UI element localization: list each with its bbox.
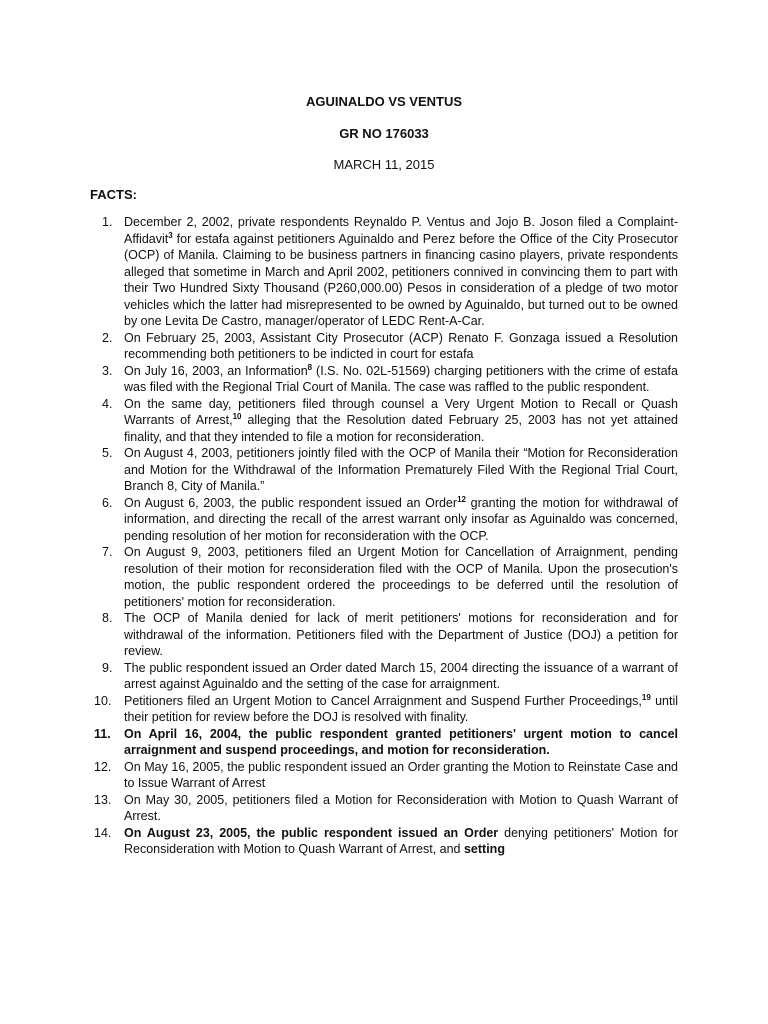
footnote-ref: 12 — [457, 494, 466, 504]
footnote-ref: 10 — [232, 411, 242, 421]
fact-item — [94, 825, 678, 858]
fact-text: The public respondent issued an Order dated March 15, 2004 directing the issuance of a warrant of arrest against Aguinaldo and the setting of the case for arraignment. — [124, 660, 678, 691]
fact-item-number: 8. — [102, 611, 113, 625]
decision-date: MARCH 11, 2015 — [333, 157, 435, 172]
fact-item — [94, 726, 678, 759]
fact-text: for estafa against petitioners Aguinaldo and Perez before the Office of the City Prosecutor (OCP) of Manila. Claiming to be business partners in financing casino players, private respondents alleged that sometime in March and April 2002, petitioners connived in convincing them to part with their Two Hundred Sixty Thousand (P260,000.00) Pesos in consideration of a pledge of two motor vehicles which the latter had misrepresented to be owned by Aguinaldo, but turned out to be owned by one Levita De Castro, manager/operator of LEDC Rent-A-Car. — [124, 231, 678, 328]
facts-heading: FACTS: — [90, 187, 137, 202]
fact-text: On August 4, 2003, petitioners jointly filed with the OCP of Manila their “Motion for Reconsideration and Motion for the Withdrawal of the Information Prematurely Filed With the Regional Trial Court, Branch 8, City of Manila.” — [124, 446, 678, 493]
fact-item-number: 10. — [94, 693, 112, 708]
fact-item-number: 14. — [94, 825, 112, 840]
fact-item-number: 11. — [94, 726, 111, 741]
fact-item-number: 6. — [102, 495, 113, 510]
fact-item — [94, 396, 678, 446]
fact-text: On May 30, 2005, petitioners filed a Motion for Reconsideration with Motion to Quash Warrant of Arrest. — [124, 792, 678, 823]
fact-item-number: 9. — [102, 660, 113, 675]
fact-text: (I.S. No. 02L-51569) charging petitioners with the crime of estafa was filed with the Regional Trial Court of Manila. The case was raffled to the public respondent. — [124, 363, 678, 394]
fact-item — [94, 660, 678, 693]
fact-item-number: 7. — [102, 545, 113, 559]
case-title: AGUINALDO VS VENTUS — [305, 94, 462, 109]
fact-item — [94, 544, 678, 610]
fact-item-number: 3. — [102, 363, 113, 378]
fact-text: alleging that the Resolution dated February 25, 2003 has not yet attained finality, and that they intended to file a motion for reconsideration. — [124, 413, 678, 444]
fact-item-number: 13. — [94, 792, 112, 807]
fact-text: The OCP of Manila denied for lack of merit petitioners' motions for reconsideration and for withdrawal of the information. Petitioners filed with the Department of Justice (DOJ) a petition for review. — [124, 611, 678, 658]
fact-text: On August 6, 2003, the public respondent issued an Order — [124, 495, 458, 510]
fact-item — [94, 445, 678, 495]
fact-item-number: 4. — [102, 396, 113, 411]
fact-text: setting — [463, 842, 505, 856]
gr-number: GR NO 176033 — [339, 126, 429, 141]
footnote-ref: 3 — [168, 230, 173, 240]
footnote-ref: 8 — [307, 362, 313, 372]
fact-text: On May 16, 2005, the public respondent issued an Order granting the Motion to Reinstate Case and to Issue Warrant of Arrest — [124, 759, 678, 790]
fact-item-number: 1. — [102, 215, 113, 229]
fact-text: On February 25, 2003, Assistant City Prosecutor (ACP) Renato F. Gonzaga issued a Resolution recommending both petitioners to be indicted in court for estafa — [124, 330, 678, 361]
fact-text: December 2, 2002, private respondents Reynaldo P. Ventus and Jojo B. Joson filed a Complaint-Affidavit — [124, 215, 678, 246]
fact-text: On August 23, 2005, the public respondent issued an Order — [124, 825, 499, 840]
fact-text: On July 16, 2003, an Information — [124, 363, 308, 378]
facts-list — [94, 214, 678, 858]
fact-text: Petitioners filed an Urgent Motion to Cancel Arraignment and Suspend Further Proceedings, — [124, 693, 642, 708]
fact-item-number: 5. — [102, 446, 113, 460]
fact-text: until their petition for review before the DOJ is resolved with finality. — [124, 693, 678, 724]
fact-text: denying petitioners' Motion for Reconsideration with Motion to Quash Warrant of Arrest, and — [124, 825, 679, 856]
fact-item-number: 2. — [102, 330, 113, 345]
fact-text: On April 16, 2004, the public respondent granted petitioners' urgent motion to cancel arraignment and suspend proceedings, and motion for reconsideration. — [124, 726, 678, 757]
fact-item-number: 12. — [94, 759, 112, 774]
fact-item — [94, 495, 678, 545]
fact-item — [94, 214, 678, 330]
footnote-ref: 19 — [641, 692, 651, 702]
fact-text: granting the motion for withdrawal of information, and directing the recall of the arrest warrant only insofar as Aguinaldo was concerned, pending resolution of her motion for reconsideration with the OCP. — [124, 495, 679, 543]
fact-text: On the same day, petitioners filed through counsel a Very Urgent Motion to Recall or Quash Warrants of Arrest, — [124, 396, 678, 427]
fact-item — [94, 330, 678, 363]
fact-item — [94, 792, 678, 825]
fact-text: On August 9, 2003, petitioners filed an Urgent Motion for Cancellation of Arraignment, pending resolution of their motion for reconsideration filed with the OCP of Manila. Upon the prosecution's motion, the public respondent ordered the proceedings to be deferred until the resolution of petitioners' motion for reconsideration. — [124, 545, 678, 609]
fact-item — [94, 759, 678, 792]
fact-item — [94, 693, 678, 726]
fact-item — [94, 363, 678, 396]
fact-item — [94, 610, 678, 660]
